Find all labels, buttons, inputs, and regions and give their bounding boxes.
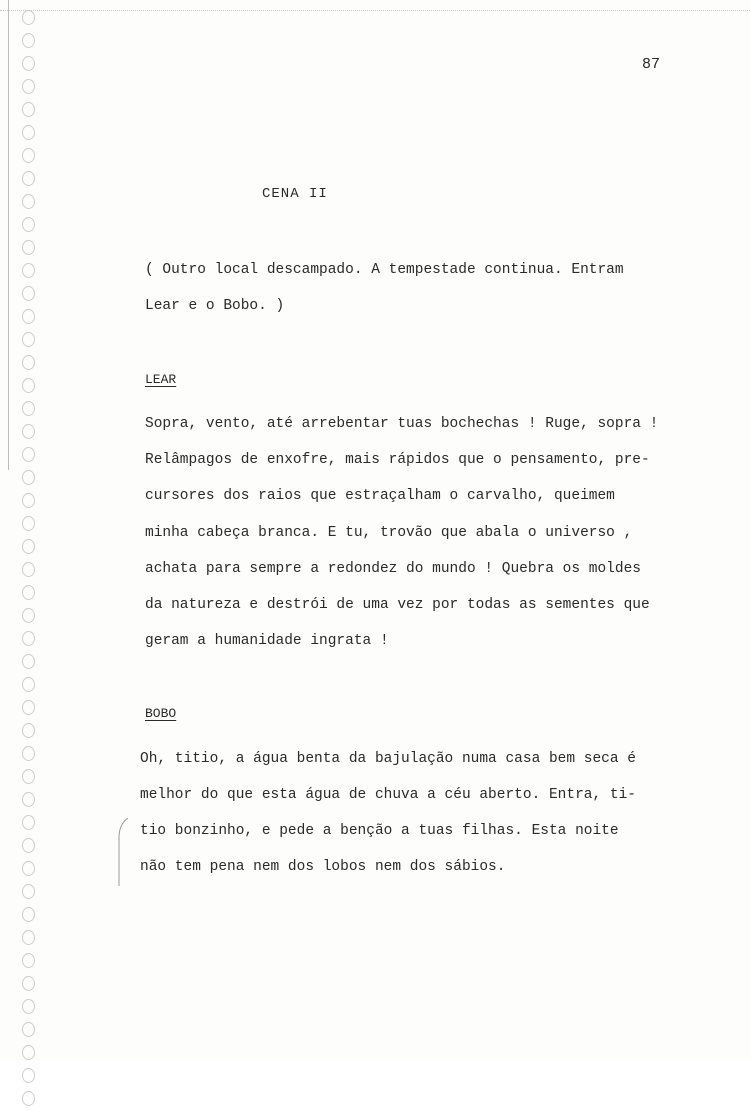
binder-hole <box>22 516 35 531</box>
binder-hole <box>22 171 35 186</box>
top-edge-line <box>0 10 750 12</box>
binder-hole <box>22 769 35 784</box>
binder-hole <box>22 447 35 462</box>
speech-line: Relâmpagos de enxofre, mais rápidos que o pensamento, pre- <box>145 452 650 468</box>
binder-hole <box>22 746 35 761</box>
speech-line: tio bonzinho, e pede a benção a tuas filhas. Esta noite <box>140 823 619 839</box>
binder-hole <box>22 999 35 1014</box>
binder-hole <box>22 401 35 416</box>
binder-hole <box>22 1091 35 1106</box>
binder-hole <box>22 654 35 669</box>
binder-hole <box>22 470 35 485</box>
binder-hole <box>22 424 35 439</box>
scene-title: CENA II <box>262 186 328 202</box>
speaker-name-bobo: BOBO <box>145 706 177 721</box>
binder-hole <box>22 861 35 876</box>
binder-hole <box>22 194 35 209</box>
speech-line: não tem pena nem dos lobos nem dos sábios. <box>140 859 506 875</box>
binder-hole <box>22 907 35 922</box>
speech-line: Oh, titio, a água benta da bajulação numa casa bem seca é <box>140 751 636 767</box>
binder-hole <box>22 378 35 393</box>
binder-hole <box>22 286 35 301</box>
binder-hole <box>22 148 35 163</box>
speech-line: geram a humanidade ingrata ! <box>145 633 389 649</box>
binder-hole <box>22 56 35 71</box>
binder-hole <box>22 263 35 278</box>
binder-hole <box>22 562 35 577</box>
binder-hole <box>22 539 35 554</box>
speech-line: da natureza e destrói de uma vez por todas as sementes que <box>145 597 650 613</box>
binder-hole <box>22 884 35 899</box>
binder-hole <box>22 723 35 738</box>
binder-hole <box>22 125 35 140</box>
stage-direction-line: Lear e o Bobo. ) <box>145 298 285 314</box>
binder-hole <box>22 79 35 94</box>
binder-hole <box>22 33 35 48</box>
left-margin-line <box>8 0 9 470</box>
binder-hole <box>22 1022 35 1037</box>
binder-hole <box>22 102 35 117</box>
speech-line: cursores dos raios que estraçalham o carvalho, queimem <box>145 488 615 504</box>
speech-line: minha cabeça branca. E tu, trovão que abala o universo , <box>145 525 633 541</box>
binder-hole <box>22 677 35 692</box>
binder-hole <box>22 953 35 968</box>
binder-hole <box>22 240 35 255</box>
page-number: 87 <box>642 56 661 73</box>
binder-hole <box>22 930 35 945</box>
binder-hole <box>22 631 35 646</box>
binder-hole <box>22 1045 35 1060</box>
binder-hole <box>22 838 35 853</box>
speech-line: melhor do que esta água de chuva a céu aberto. Entra, ti- <box>140 787 636 803</box>
binder-hole <box>22 493 35 508</box>
speaker-name-lear: LEAR <box>145 372 177 387</box>
binder-hole <box>22 309 35 324</box>
binder-hole <box>22 10 35 25</box>
binder-hole <box>22 1068 35 1083</box>
binder-hole <box>22 815 35 830</box>
binder-hole <box>22 792 35 807</box>
binder-hole <box>22 585 35 600</box>
binder-hole <box>22 700 35 715</box>
binder-hole <box>22 217 35 232</box>
binder-hole <box>22 976 35 991</box>
margin-pencil-mark <box>116 816 130 888</box>
speech-line: Sopra, vento, até arrebentar tuas bochechas ! Ruge, sopra ! <box>145 416 659 432</box>
binder-hole <box>22 355 35 370</box>
binder-hole <box>22 608 35 623</box>
binder-hole <box>22 332 35 347</box>
stage-direction-line: ( Outro local descampado. A tempestade continua. Entram <box>145 262 624 278</box>
speech-line: achata para sempre a redondez do mundo ! Quebra os moldes <box>145 561 641 577</box>
binder-holes <box>22 10 42 1114</box>
